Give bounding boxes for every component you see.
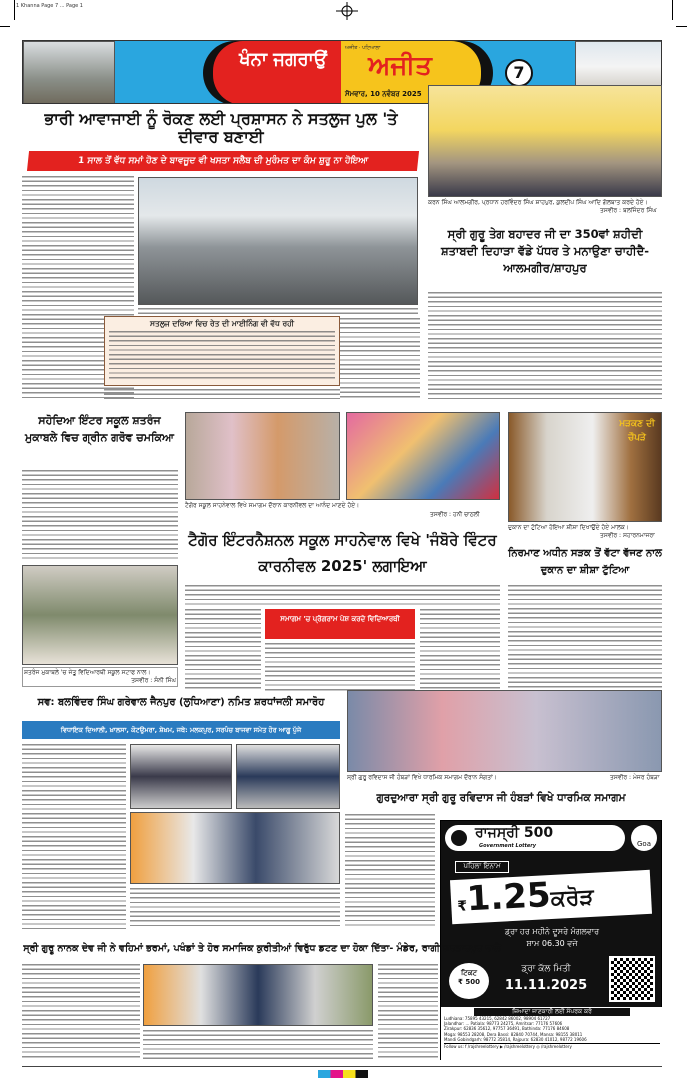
- story2-photo: [428, 85, 662, 197]
- ad-ticket-label: ਟਿਕਟ: [460, 969, 477, 977]
- story6-headline: ਸਵ: ਬਲਵਿੰਦਰ ਸਿੰਘ ਗਰੇਵਾਲ ਜੈਨਪੁਰ (ਲੁਧਿਆਣਾ) ਨਮਿਤ ਸ਼ਰਧਾਂਜਲੀ ਸਮਾਰੋਹ: [37, 697, 325, 708]
- story4-body-text: [185, 585, 500, 607]
- lead-photo-caption: [138, 308, 418, 314]
- paper-tag: ਅਜੀਤ · ਪਟਿਆਲਾ: [345, 45, 381, 51]
- story8-body-text: [22, 964, 140, 1060]
- ad-brand-pill: [445, 825, 625, 851]
- story5-headline: ਨਿਰਮਾਣ ਅਧੀਨ ਸੜਕ ਤੋਂ ਵੱਟਾ ਵੱਜਣ ਨਾਲ ਦੁਕਾਨ ਦਾ ਸ਼ੀਸ਼ਾ ਟੁੱਟਿਆ: [508, 548, 662, 576]
- lead-headline: ਭਾਰੀ ਆਵਾਜਾਈ ਨੂੰ ਰੋਕਣ ਲਈ ਪ੍ਰਸ਼ਾਸਨ ਨੇ ਸਤਲੁਜ ਪੁਲ 'ਤੇ ਦੀਵਾਰ ਬਣਾਈ: [44, 109, 398, 147]
- edition-name: ਖੰਨਾ ਜਗਰਾਉਂ: [213, 41, 353, 104]
- story5-body-text: [508, 585, 662, 690]
- story7-caption: ਸ੍ਰੀ ਗੁਰੂ ਰਵਿਦਾਸ ਜੀ ਹੰਬੜਾਂ ਵਿਖੇ ਧਾਰਮਿਕ ਸਮਾਗਮ ਦੌਰਾਨ ਸੰਗਤਾਂ।: [347, 774, 497, 781]
- story6-photo-3: [130, 812, 340, 884]
- lead-body-text-2: [340, 318, 420, 398]
- story4-caption: ਟੈਗੋਰ ਸਕੂਲ ਸਾਹਨੇਵਾਲ ਵਿਖੇ ਸਮਾਗਮ ਦੌਰਾਨ ਕਾਰਨੀਵਲ ਦਾ ਆਨੰਦ ਮਾਣਦੇ ਹੋਏ।: [185, 502, 360, 509]
- slug-line: 1 Khanna Page 7 ... Page 1: [16, 3, 83, 9]
- ad-contact-panel: [441, 1007, 663, 1061]
- story8-caption-text: [143, 1030, 373, 1060]
- ad-contact-line: Jalandhar: ... Patiala: 98773 24275, Amritsar: 77176 57606: [444, 1021, 563, 1027]
- story3-body-text: [22, 470, 178, 562]
- page-number: 7: [505, 59, 533, 87]
- ad-logo-icon: [451, 830, 467, 846]
- ad-qr-code[interactable]: [609, 956, 655, 1002]
- story6-body-text: [22, 744, 126, 929]
- story6-banner: ਵਿਧਾਇਕ ਦਿਆਲੀ, ਖ਼ਾਲਸਾ, ਕੋਟਉਮਰਾ, ਸ਼ੇਖ਼ਮ, ਜਥੇ: ਮਲਕਪੁਰ, ਸਰਪੰਚ ਬਾਜਵਾ ਸਮੇਤ ਹੋਰ ਆਗੂ ਪੁੱਜੇ: [22, 721, 340, 739]
- ad-prize-label: ਪਹਿਲਾ ਇਨਾਮ: [455, 861, 509, 873]
- ad-contact-line: Moga: 98553 28208, Dera Bassi: 82840 70744, Mansa: 98155 38011: [444, 1031, 583, 1037]
- ad-draw-schedule: ਡ੍ਰਾ ਹਰ ਮਹੀਨੇ ਦੂਸਰੇ ਮੰਗਲਵਾਰ: [504, 927, 600, 936]
- story4-credit: ਤਸਵੀਰ : ਹਨੀ ਚਾਠਲੀ: [430, 511, 480, 518]
- ad-prize-amount: 1.25: [465, 875, 552, 920]
- story3-credit: ਤਸਵੀਰ : ਸੰਨੀ ਸਿੰਘ: [131, 677, 176, 684]
- ad-contact-line: Mandi Gobindgarh: 98772 35814, Rajpura: 62830 41012, 98772 19606: [444, 1036, 587, 1042]
- story4-body-text-2: [185, 609, 261, 691]
- ad-brand-number: 500: [523, 825, 554, 841]
- story8-body-text-2: [378, 964, 438, 1060]
- story6-photo-2: [236, 744, 340, 809]
- ad-draw-date: 11.11.2025: [504, 978, 588, 993]
- story3-photo: [22, 565, 178, 665]
- story7-photo: [347, 690, 662, 772]
- ad-contact-line: Zirakpur: 62836 35612, 97757 36491, Bathinda: 77176 84608: [444, 1026, 570, 1032]
- crop-mark: [0, 26, 10, 27]
- story2-headline: ਸ੍ਰੀ ਗੁਰੂ ਤੇਗ ਬਹਾਦਰ ਜੀ ਦਾ 350ਵਾਂ ਸ਼ਹੀਦੀ ਸ਼ਤਾਬਦੀ ਦਿਹਾੜਾ ਵੱਡੇ ਪੱਧਰ ਤੇ ਮਨਾਉਣਾ ਚਾਹੀਦੈ-ਆਲਮਗੀਰ/ਸ਼ਾਹਪੁਰ: [441, 227, 649, 275]
- story4-photo-1: [185, 412, 340, 500]
- issue-date: ਸੋਮਵਾਰ, 10 ਨਵੰਬਰ 2025: [345, 90, 422, 98]
- story6-body-text-2: [130, 888, 340, 928]
- story4-highlight-box: ਸਮਾਗਮ 'ਚ ਪ੍ਰੋਗਰਾਮ ਪੇਸ਼ ਕਰਦੇ ਵਿਦਿਆਰਥੀ: [265, 609, 415, 639]
- story5-credit: ਤਸਵੀਰ : ਸਹਾਰਨਮਾਜਰਾ: [600, 532, 655, 539]
- shop-sign-text: ਮੜਕਣ ਦੀ ਚੌਪੜੇ: [619, 419, 655, 443]
- crop-mark: [672, 0, 673, 20]
- ad-ticket-badge: [449, 963, 489, 999]
- ad-ticket-price: ₹ 500: [458, 978, 480, 986]
- story3-caption-box: [22, 667, 178, 687]
- story4-body-text-4: [420, 609, 500, 691]
- ad-state-badge: Goa: [631, 825, 657, 851]
- lead-box-text: [109, 331, 335, 381]
- lead-photo-bridge: [138, 177, 418, 305]
- story5-caption: ਦੁਕਾਨ ਦਾ ਟੁੱਟਿਆ ਹੋਇਆ ਸ਼ੀਸ਼ਾ ਦਿਖਾਉਂਦੇ ਹੋਏ ਮਾਲਕ।: [508, 524, 629, 531]
- ad-draw-time: ਸ਼ਾਮ 06.30 ਵਜੇ: [526, 939, 578, 948]
- ad-contact-line: Ludhiana: 75895 43215, 62842 86002, 98904 61727: [444, 1016, 551, 1021]
- color-registration-bar: [318, 1070, 368, 1078]
- ad-brand: ਰਾਜਸ੍ਰੀ: [475, 825, 520, 841]
- story3-headline: ਸਹੋਦਿਆ ਇੰਟਰ ਸਕੂਲ ਸ਼ਤਰੰਜ ਮੁਕਾਬਲੇ ਵਿਚ ਗ੍ਰੀਨ ਗਰੋਵ ਚਮਕਿਆ: [24, 414, 175, 444]
- story5-photo: [508, 412, 662, 522]
- story8-photo: [143, 964, 373, 1026]
- lead-sidebar-box: [104, 316, 340, 386]
- lottery-ad[interactable]: [440, 820, 662, 1060]
- ad-draw-date-label: ਡ੍ਰਾ ਕੱਲ ਮਿਤੀ: [521, 964, 571, 974]
- story3-caption: ਸ਼ਤਰੰਜ ਮੁਕਾਬਲੇ 'ਚ ਜੇਤੂ ਵਿਦਿਆਰਥੀ ਸਕੂਲ ਸਟਾਫ ਨਾਲ।: [24, 669, 151, 676]
- story2-caption: ਕਰਨ ਸਿੰਘ ਆਲਮਗੀਰ, ਪ੍ਰਧਾਨ ਹਰਵਿੰਦਰ ਸਿੰਘ ਸ਼ਾਹਪੁਰ, ਕੁਲਦੀਪ ਸਿੰਘ ਆਦਿ ਗੱਲਬਾਤ ਕਰਦੇ ਹੋਏ।: [428, 199, 648, 206]
- story2-body-text: [428, 292, 662, 400]
- ad-brand-sub: Government Lottery: [479, 843, 537, 849]
- lead-box-title: ਸਤਲੁਜ ਦਰਿਆ ਵਿਚ ਰੇਤ ਦੀ ਮਾਈਨਿੰਗ ਵੀ ਵੱਧ ਰਹੀ: [150, 319, 294, 328]
- lead-subhead: 1 ਸਾਲ ਤੋਂ ਵੱਧ ਸਮਾਂ ਹੋਣ ਦੇ ਬਾਵਜੂਦ ਵੀ ਖਸਤਾ ਸਲੈਬ ਦੀ ਮੁਰੰਮਤ ਦਾ ਕੰਮ ਸ਼ੁਰੂ ਨਾ ਹੋਇਆ: [27, 151, 419, 171]
- page-bottom-rule: [22, 1066, 662, 1067]
- story7-credit: ਤਸਵੀਰ : ਮੇਜਰ ਹੰਬੜਾ: [610, 774, 660, 781]
- story6-photo-1: [130, 744, 232, 809]
- paper-name: ਅਜੀਤ: [368, 51, 432, 81]
- story2-credit: ਤਸਵੀਰ : ਬਲਜਿੰਦਰ ਸਿੰਘ: [600, 207, 657, 214]
- ad-contacts: [444, 1016, 660, 1049]
- crop-mark: [676, 26, 687, 27]
- story4-headline: ਟੈਗੋਰ ਇੰਟਰਨੈਸ਼ਨਲ ਸਕੂਲ ਸਾਹਨੇਵਾਲ ਵਿਖੇ 'ਜੰਬੋਰੇ ਵਿੰਟਰ ਕਾਰਨੀਵਲ 2025' ਲਗਾਇਆ: [188, 531, 497, 575]
- ad-prize-currency: ₹: [456, 898, 468, 915]
- story4-photo-2: [346, 412, 500, 500]
- lead-body-text-3: [104, 389, 340, 399]
- ad-prize-unit: ਕਰੋੜ: [550, 884, 595, 912]
- story8-headline: ਸ੍ਰੀ ਗੁਰੂ ਨਾਨਕ ਦੇਵ ਜੀ ਨੇ ਵਹਿਮਾਂ ਭਰਮਾਂ, ਪਖੰਡਾਂ ਤੇ ਹੋਰ ਸਮਾਜਿਕ ਕੁਰੀਤੀਆਂ ਵਿਰੁੱਧ ਡਟਣ ਦਾ ਹੋਕਾ ਦਿੱਤਾ- ਮੰਡੇਰ, ਰਾਗੀ ਕਰਤਾਰਪੁਰ ਵਾਲੇ: [23, 943, 501, 954]
- story4-body-text-3: [265, 643, 415, 691]
- registration-mark-icon: [336, 2, 358, 20]
- ad-contact-header: ਜ਼ਿਆਦਾ ਜਾਣਕਾਰੀ ਲਈ ਸੰਪਰਕ ਕਰੋ: [474, 1008, 630, 1016]
- masthead-photo-left: [23, 41, 115, 104]
- crop-mark: [14, 0, 15, 20]
- story7-body-text: [345, 814, 435, 929]
- story7-headline: ਗੁਰਦੁਆਰਾ ਸ੍ਰੀ ਗੁਰੂ ਰਵਿਦਾਸ ਜੀ ਹੰਬੜਾਂ ਵਿਖੇ ਧਾਰਮਿਕ ਸਮਾਗਮ: [376, 792, 626, 804]
- ad-prize-box: [450, 870, 652, 924]
- ad-follow-line: Follow us: f /rajshreelottery ▶ /rajshreelottery ◎ /rajshreelottery: [444, 1043, 660, 1049]
